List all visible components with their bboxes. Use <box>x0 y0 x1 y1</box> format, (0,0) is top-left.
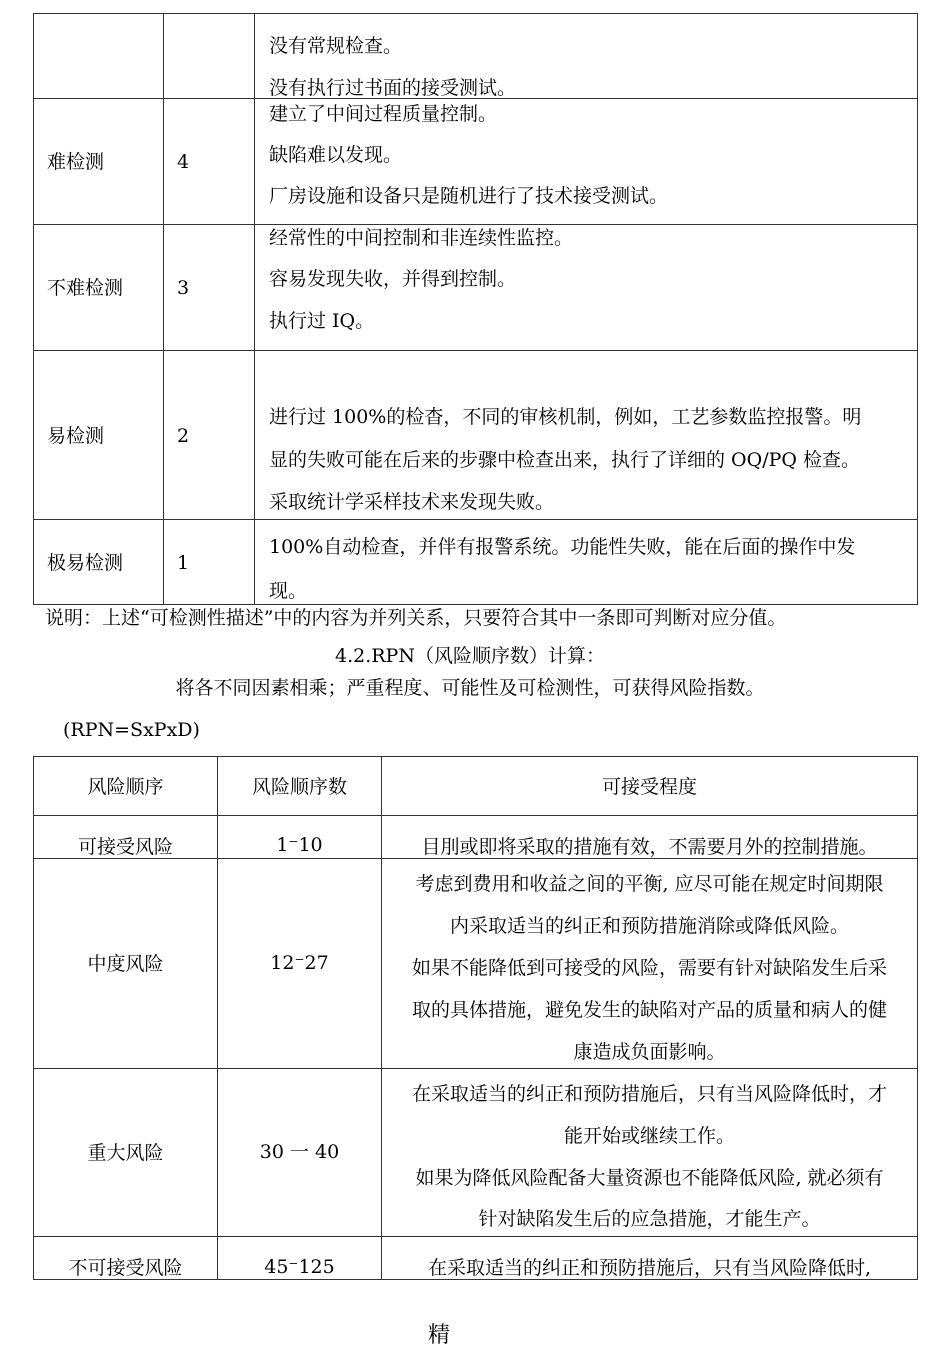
detectability-score: 1 <box>177 552 190 574</box>
acceptability-line: 康造成负面影响。 <box>573 1041 726 1063</box>
risk-level: 不可接受风险 <box>68 1257 183 1279</box>
column-header: 风险顺序 <box>87 776 164 798</box>
risk-level: 可接受风险 <box>77 836 173 858</box>
detectability-level: 不难检测 <box>47 277 124 299</box>
acceptability-line: 如果为降低风险配备大量资源也不能降低风险, 就必须有 <box>415 1167 884 1189</box>
description-line: 建立了中间过程质量控制。 <box>269 103 498 125</box>
description-line: 容易发现失收，并得到控制。 <box>269 268 517 290</box>
description-line: 缺陷难以发现。 <box>269 144 403 166</box>
section-description: 将各不同因素相乘；严重程度、可能性及可检测性，可获得风险指数。 <box>175 677 765 699</box>
detectability-score: 3 <box>177 277 190 299</box>
table-cell <box>33 13 164 99</box>
section-title: 4.2.RPN（风险顺序数）计算： <box>335 645 605 667</box>
table-cell <box>163 13 255 99</box>
acceptability-line: 内采取适当的纠正和预防措施消除或降低风险。 <box>449 915 849 937</box>
description-line: 执行过 IQ。 <box>269 310 375 332</box>
detectability-level: 极易检测 <box>47 552 124 574</box>
acceptability-line: 在采取适当的纠正和预防措施后，只有当风险降低时, <box>427 1257 872 1279</box>
risk-level: 重大风险 <box>87 1142 164 1164</box>
table-note: 说明：上述“可检测性描述”中的内容为并列关系，只要符合其中一条即可判断对应分值。 <box>45 607 787 629</box>
risk-level: 中度风险 <box>87 953 164 975</box>
acceptability-line: 取的具体措施，避免发生的缺陷对产品的质量和病人的健 <box>411 999 887 1021</box>
rpn-range: 12⁻27 <box>270 952 329 974</box>
column-header: 可接受程度 <box>601 776 697 798</box>
footer-mark: 精 <box>428 1323 451 1348</box>
description-line: 厂房设施和设备只是随机进行了技术接受测试。 <box>269 185 669 207</box>
table-cell <box>254 519 918 605</box>
acceptability-line: 考虑到费用和收益之间的平衡, 应尽可能在规定时间期限 <box>415 873 884 895</box>
rpn-range: 45⁻125 <box>264 1256 335 1278</box>
description-line: 经常性的中间控制和非连续性监控。 <box>269 227 574 249</box>
detectability-level: 难检测 <box>47 151 105 173</box>
detectability-level: 易检测 <box>47 425 105 447</box>
description-line: 显的失败可能在后来的步骤中检查出来，执行了详细的 OQ/PQ 检查。 <box>269 449 860 471</box>
acceptability-line: 在采取适当的纠正和预防措施后，只有当风险降低时，才 <box>411 1083 887 1105</box>
rpn-range: 30 一 40 <box>259 1141 340 1163</box>
acceptability-line: 针对缺陷发生后的应急措施，才能生产。 <box>478 1208 821 1230</box>
acceptability-line: 目刖或即将采取的措施有效，不需要月外的控制措施。 <box>421 836 878 858</box>
detectability-score: 2 <box>177 425 190 447</box>
acceptability-line: 能开始或继续工作。 <box>563 1125 735 1147</box>
column-header: 风险顺序数 <box>251 776 347 798</box>
acceptability-line: 如果不能降低到可接受的风险，需要有针对缺陷发生后采 <box>411 957 887 979</box>
detectability-score: 4 <box>177 151 190 173</box>
description-line: 100%自动检查，并伴有报警系统。功能性失败，能在后面的操作中发 <box>269 536 856 558</box>
rpn-range: 1⁻10 <box>276 834 323 856</box>
rpn-formula: (RPN=SxPxD) <box>63 719 200 741</box>
description-line: 现。 <box>269 580 308 602</box>
description-line: 进行过 100%的检杳，不同的审核机制，例如，工艺参数监控报警。明 <box>269 406 862 428</box>
description-line: 没有常规检查。 <box>269 35 403 57</box>
description-line: 没有执行过书面的接受测试。 <box>269 77 517 99</box>
description-line: 采取统计学采样技术来发现失败。 <box>269 491 555 513</box>
